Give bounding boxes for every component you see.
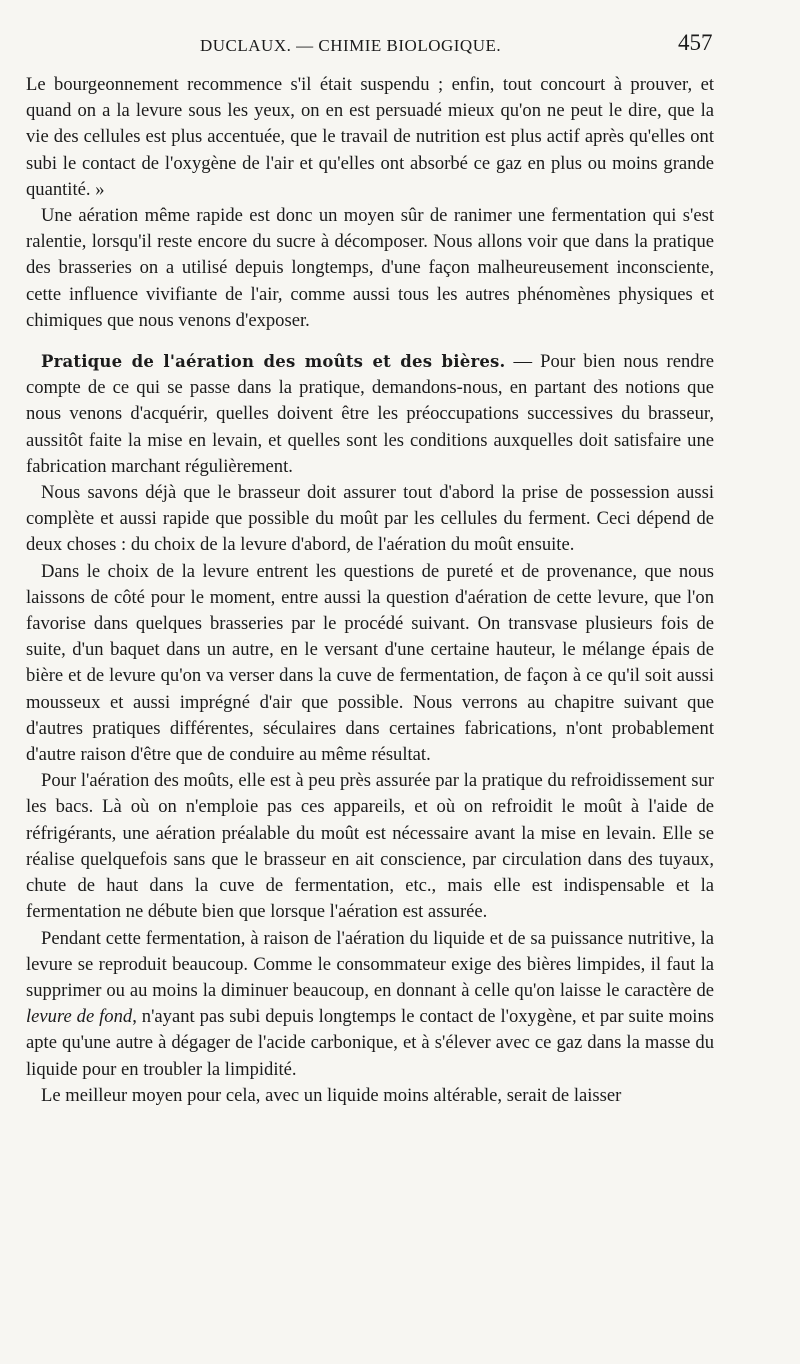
body-text	[26, 72, 714, 1109]
paragraph: Pour l'aération des moûts, elle est à peu près assurée par la pratique du refroidissement sur les bacs. Là où on n'emploie pas ces appareils, et où on refroidit le moût à l'aide de réfrigérants, une aération préalable du moût est nécessaire avant la mise en levain. Elle se réalise quelquefois sans que le brasseur en ait conscience, par circulation dans des tuyaux, chute de haut dans la cuve de fermentation, etc., mais elle est indispensable et la fermentation ne débute bien que lorsque l'aération est assurée.	[26, 770, 714, 923]
paragraph: Le meilleur moyen pour cela, avec un liquide moins altérable, serait de laisser	[41, 1084, 622, 1106]
page-number: 457	[678, 30, 713, 55]
running-title: DUCLAUX. — CHIMIE BIOLOGIQUE.	[200, 36, 502, 55]
paragraph-with-heading	[26, 349, 714, 480]
section-heading: Pratique de l'aération des moûts et des bières.	[41, 352, 506, 372]
paragraph: Nous savons déjà que le brasseur doit assurer tout d'abord la prise de possession aussi complète et aussi rapide que possible du moût par les cellules du ferment. Ceci dépend de deux choses : du choix de la levure d'abord, de l'aération du moût ensuite.	[26, 482, 714, 556]
paragraph-text: , n'ayant pas subi depuis longtemps le contact de l'oxygène, et par suite moins apte qu'une autre à dégager de l'acide carbonique, et à s'élever avec ce gaz dans la masse du liquide pour en troubler la limpidité.	[26, 1006, 714, 1080]
page-header	[0, 30, 800, 60]
paragraph: Une aération même rapide est donc un moyen sûr de ranimer une fermentation qui s'est ralentie, lorsqu'il reste encore du sucre à décomposer. Nous allons voir que dans la pratique des brasseries on a utilisé depuis longtemps, d'une façon malheureusement inconsciente, cette influence vivifiante de l'air, comme aussi tous les autres phénomènes physiques et chimiques que nous venons d'exposer.	[26, 205, 714, 331]
paragraph: Dans le choix de la levure entrent les questions de pureté et de provenance, que nous laissons de côté pour le moment, entre aussi la question d'aération de cette levure, que l'on favorise dans quelques brasseries par le procédé suivant. On transvase plusieurs fois de suite, d'un baquet dans un autre, en le versant d'une certaine hauteur, le mélange épais de bière et de levure qu'on va verser dans la cuve de fermentation, de façon à ce qu'il soit aussi mousseux et aussi imprégné d'air que possible. Nous verrons au chapitre suivant que d'autres pratiques différentes, séculaires dans certaines fabrications, n'ont probablement d'autre raison d'être que de conduire au même résultat.	[26, 560, 714, 766]
paragraph: Le bourgeonnement recommence s'il était suspendu ; enfin, tout concourt à prouver, et quand on a la levure sous les yeux, on en est persuadé mieux qu'on ne peut le dire, que la vie des cellules est plus accentuée, que le travail de nutrition est plus actif après qu'elles ont subi le contact de l'oxygène de l'air et qu'elles ont absorbé ce gaz en plus ou moins grande quantité. »	[26, 74, 714, 200]
italic-term: levure de fond	[26, 1006, 133, 1028]
paragraph-text: Pendant cette fermentation, à raison de l'aération du liquide et de sa puissance nutritive, la levure se reproduit beaucoup. Comme le consommateur exige des bières limpides, il faut la supprimer ou au moins la diminuer beaucoup, en donnant à celle qu'on laisse le caractère de	[26, 927, 714, 1001]
paragraph	[26, 926, 714, 1083]
paragraph-text: — Pour bien nous rendre compte de ce qui se passe dans la pratique, demandons-nous, en partant des notions que nous venons d'acquérir, quelles doivent être les préoccupations successives du brasseur, aussitôt faite la mise en levain, et quelles sont les conditions auxquelles doit satisfaire une fabrication marchant régulièrement.	[26, 351, 714, 477]
